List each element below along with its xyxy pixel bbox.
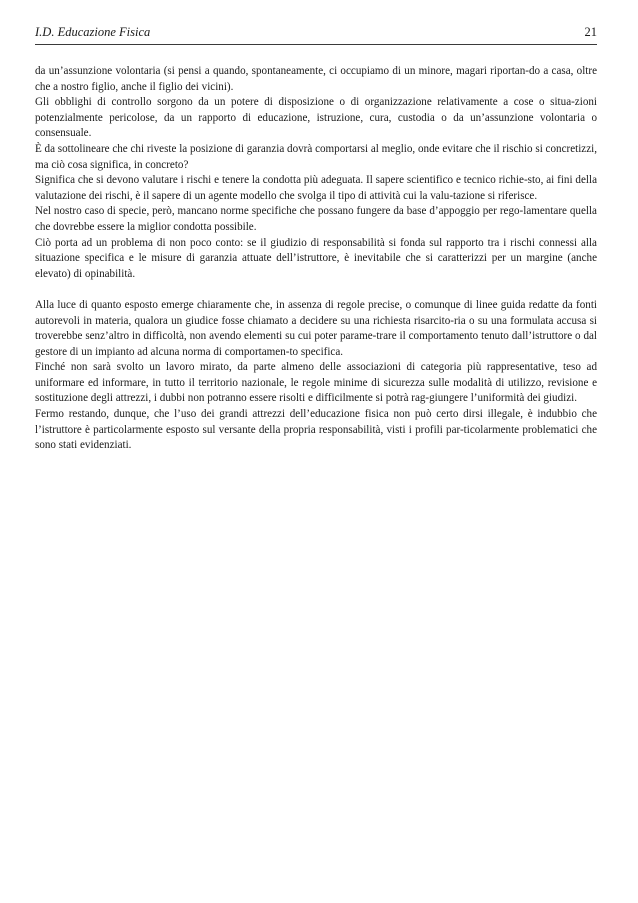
paragraph: Ciò porta ad un problema di non poco conto: se il giudizio di responsabilità si fonda sul rapporto tra i rischi connessi alla situazione specifica e le misure di garanzia attuate dell’istruttore, è inevitabile che si caratterizzi per un margine (anche elevato) di opinabilità. [35,236,597,280]
paragraph: È da sottolineare che chi riveste la posizione di garanzia dovrà comportarsi al meglio, onde evitare che il rischio si concretizzi, ma ciò cosa significa, in concreto? [35,142,597,171]
paragraph: Gli obblighi di controllo sorgono da un potere di disposizione o di organizzazione relativamente a cose o situa-zioni potenzialmente pericolose, da un rapporto di educazione, istruzione, cura, custodia o da un’assunzione volontaria o consensuale. [35,96,597,140]
header-title: I.D. Educazione Fisica [35,25,151,39]
paragraph: Significa che si devono valutare i rischi e tenere la condotta più adeguata. Il sapere scientifico e tecnico richie-sto, ai fini della valutazione dei rischi, è il sapere di un agente modello che svolga il tipo di attività cui la valu-tazione si riferisce. [35,174,597,202]
paragraph: Finché non sarà svolto un lavoro mirato, da parte almeno delle associazioni di categoria più rappresentative, teso ad uniformare ed informare, in tutto il territorio nazionale, le regole minime di sicurezza sulle modalità di utilizzo, revisione e sostituzione degli attrezzi, i dubbi non potranno essere risolti e difficilmente si potrà rag-giungere l’uniformità dei giudizi. [35,361,597,405]
document-page [35,0,597,903]
paragraph: Fermo restando, dunque, che l’uso dei grandi attrezzi dell’educazione fisica non può certo dirsi illegale, è indubbio che l’istruttore è particolarmente esposto sul versante della propria responsabilità, visti i profili par-ticolarmente problematici che sono stati evidenziati. [35,408,597,452]
paragraph: Alla luce di quanto esposto emerge chiaramente che, in assenza di regole precise, o comunque di linee guida redatte da fonti autorevoli in materia, qualora un giudice fosse chiamato a decidere su una richiesta risarcito-ria o su una formulata accusa si troverebbe senz’altro in difficoltà, non avendo elementi su cui poter parame-trare il comportamento tenuto dall’istruttore o dal gestore di un impianto ad alcuna norma di comportamen-to specifica. [35,298,597,358]
paragraph: Nel nostro caso di specie, però, mancano norme specifiche che possano fungere da base d’appoggio per rego-lamentare quella che dovrebbe essere la miglior condotta possibile. [35,205,597,233]
paragraph: da un’assunzione volontaria (si pensi a quando, spontaneamente, ci occupiamo di un minore, magari riportan-do a casa, oltre che a nostro figlio, anche il figlio dei vicini). [35,65,597,93]
body-text [35,64,597,454]
page-number: 21 [584,25,597,39]
header-divider [35,44,597,45]
running-header [35,25,597,45]
